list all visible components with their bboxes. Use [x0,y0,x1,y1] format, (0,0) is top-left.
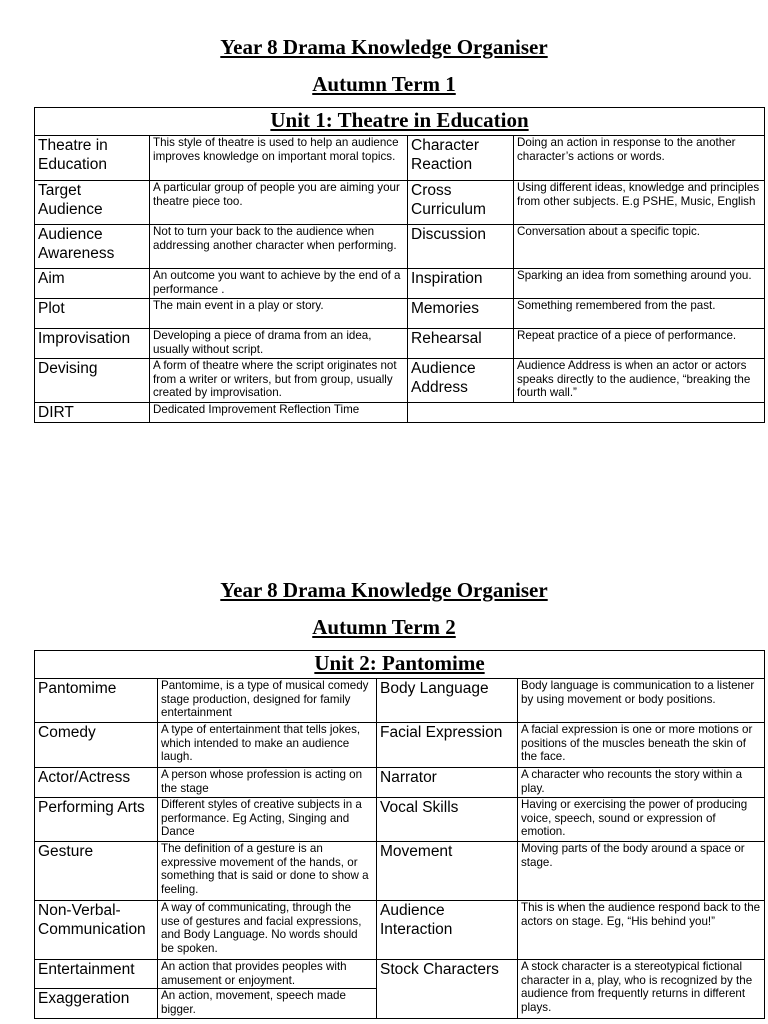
unit-title-2: Unit 2: Pantomime [35,651,765,679]
definition-cell: An action that provides peoples with amusement or enjoyment. [158,960,377,989]
table-row [35,136,765,181]
term-cell: Vocal Skills [377,798,518,842]
definition-cell: The main event in a play or story. [150,299,408,329]
definition-cell: A type of entertainment that tells jokes, which intended to make an audience laugh. [158,723,377,768]
definition-cell: Different styles of creative subjects in a performance. Eg Acting, Singing and Dance [158,798,377,842]
table-row [35,299,765,329]
term-cell: Memories [408,299,514,329]
definition-cell: A facial expression is one or more motions or positions of the muscles beneath the skin of the face. [518,723,765,768]
definition-cell: Sparking an idea from something around you. [514,269,765,299]
definition-cell: A form of theatre where the script originates not from a writer or writers, but from group, usually created by improvisation. [150,359,408,403]
term-cell: Audience Interaction [377,901,518,960]
empty-cell [408,403,765,423]
definition-cell: A way of communicating, through the use of gestures and facial expressions, and Body Language. No words should be spoken. [158,901,377,960]
organiser-title-2: Year 8 Drama Knowledge Organiser [220,578,548,602]
definition-cell: A character who recounts the story within a play. [518,768,765,798]
table-row [35,329,765,359]
definition-cell: Body language is communication to a listener by using movement or body positions. [518,679,765,723]
term-title-1: Autumn Term 1 [312,72,456,96]
table-row [35,679,765,723]
term-cell: Body Language [377,679,518,723]
definition-cell: Something remembered from the past. [514,299,765,329]
definition-cell: Using different ideas, knowledge and principles from other subjects. E.g PSHE, Music, English [514,181,765,225]
definition-cell: This style of theatre is used to help an audience improves knowledge on important moral topics. [150,136,408,181]
term-cell: Performing Arts [35,798,158,842]
term-cell: Improvisation [35,329,150,359]
term-cell: Pantomime [35,679,158,723]
definition-cell: Moving parts of the body around a space or stage. [518,842,765,901]
table-row [35,403,765,423]
table-row [35,359,765,403]
table-row [35,960,765,989]
term-title-2: Autumn Term 2 [312,615,456,639]
table-row [35,842,765,901]
term-cell: Non-Verbal-Communication [35,901,158,960]
term-cell: Narrator [377,768,518,798]
term-cell: Audience Address [408,359,514,403]
definition-cell: An action, movement, speech made bigger. [158,989,377,1019]
term-cell: Stock Characters [377,960,518,1019]
term-cell: Gesture [35,842,158,901]
unit-title-1: Unit 1: Theatre in Education [35,108,765,136]
term-cell: Character Reaction [408,136,514,181]
unit-header-row [35,108,765,136]
definition-cell: Repeat practice of a piece of performance. [514,329,765,359]
term-cell: Devising [35,359,150,403]
unit-header-row [35,651,765,679]
vocabulary-table-unit-1 [34,107,765,423]
definition-cell: Dedicated Improvement Reflection Time [150,403,408,423]
definition-cell: Conversation about a specific topic. [514,225,765,269]
term-cell: DIRT [35,403,150,423]
term-cell: Entertainment [35,960,158,989]
definition-cell: Audience Address is when an actor or actors speaks directly to the audience, “breaking the fourth wall.” [514,359,765,403]
table-row [35,798,765,842]
term-cell: Cross Curriculum [408,181,514,225]
definition-cell: An outcome you want to achieve by the end of a performance . [150,269,408,299]
term-cell: Aim [35,269,150,299]
table-row [35,768,765,798]
term-cell: Theatre in Education [35,136,150,181]
term-cell: Audience Awareness [35,225,150,269]
definition-cell: Doing an action in response to the another character’s actions or words. [514,136,765,181]
definition-cell: A person whose profession is acting on the stage [158,768,377,798]
definition-cell: A stock character is a stereotypical fictional character in a, play, who is recognized by the audience from frequently returns in different plays. [518,960,765,1019]
term-cell: Exaggeration [35,989,158,1019]
term-cell: Rehearsal [408,329,514,359]
definition-cell: Developing a piece of drama from an idea, usually without script. [150,329,408,359]
term-cell: Movement [377,842,518,901]
table-row [35,225,765,269]
term-cell: Actor/Actress [35,768,158,798]
term-cell: Inspiration [408,269,514,299]
term-cell: Facial Expression [377,723,518,768]
definition-cell: Pantomime, is a type of musical comedy stage production, designed for family entertainment [158,679,377,723]
term-cell: Comedy [35,723,158,768]
definition-cell: This is when the audience respond back to the actors on stage. Eg, “His behind you!” [518,901,765,960]
table-row [35,901,765,960]
term-cell: Target Audience [35,181,150,225]
vocabulary-table-unit-2 [34,650,765,1019]
table-row [35,269,765,299]
organiser-title-1: Year 8 Drama Knowledge Organiser [220,35,548,59]
definition-cell: Not to turn your back to the audience when addressing another character when performing. [150,225,408,269]
table-row [35,723,765,768]
definition-cell: A particular group of people you are aiming your theatre piece too. [150,181,408,225]
definition-cell: Having or exercising the power of producing voice, speech, sound or expression of emotion. [518,798,765,842]
term-cell: Plot [35,299,150,329]
table-row [35,181,765,225]
term-cell: Discussion [408,225,514,269]
definition-cell: The definition of a gesture is an expressive movement of the hands, or something that is said or done to show a feeling. [158,842,377,901]
